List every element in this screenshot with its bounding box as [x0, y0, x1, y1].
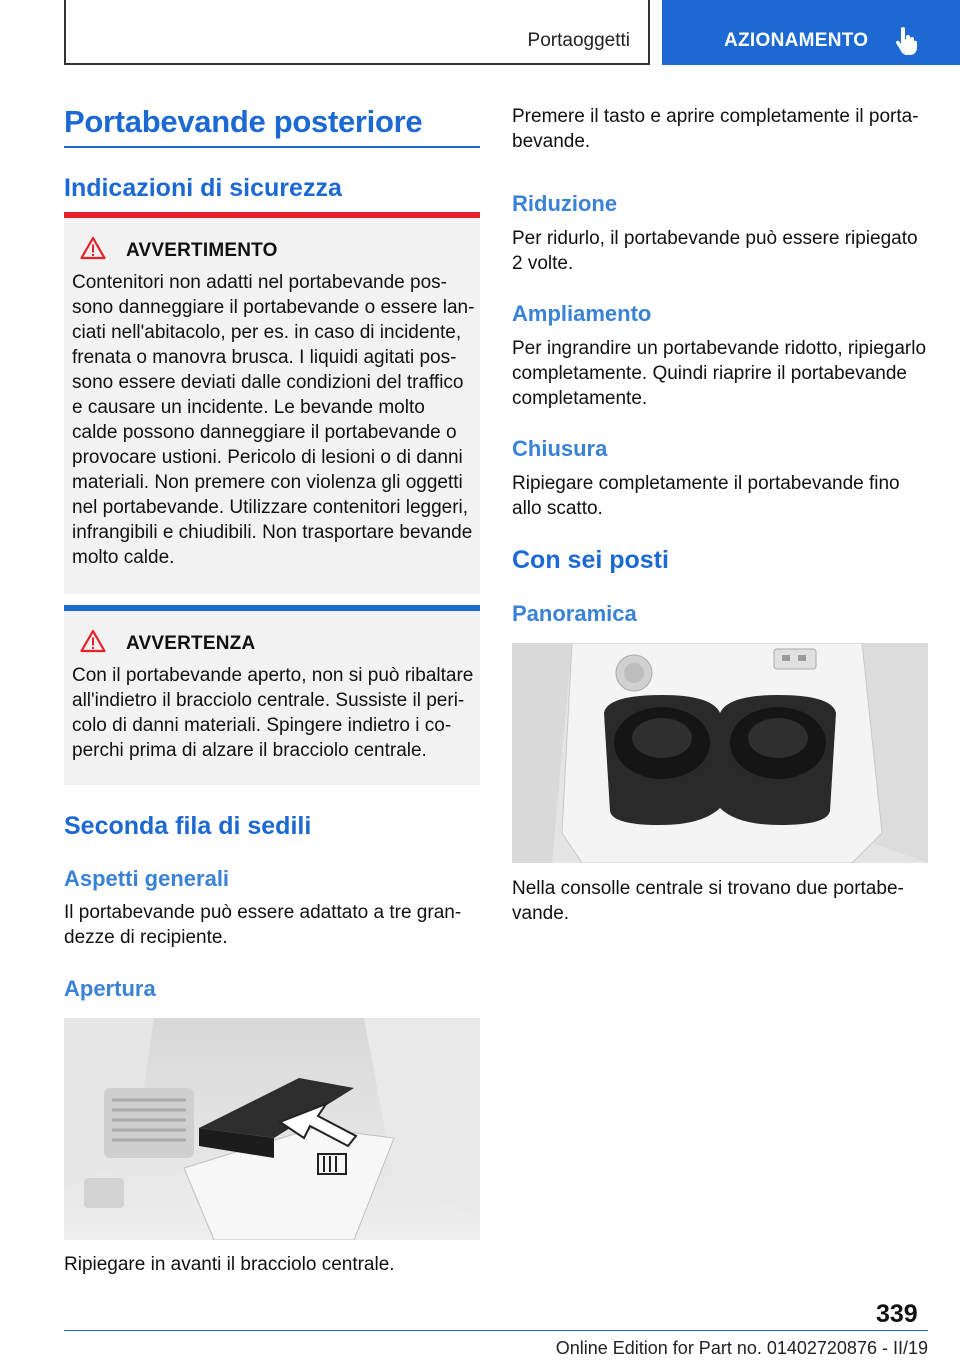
reduction-heading: Riduzione	[512, 191, 618, 216]
warning-line: frenata o manovra brusca. I liquidi agitati pos-	[72, 347, 457, 368]
closing-heading: Chiusura	[512, 436, 608, 461]
notice-bar	[64, 605, 480, 611]
reduction-paragraph	[512, 226, 928, 276]
opening-heading: Apertura	[64, 976, 156, 1001]
text-line: 2 volte.	[512, 253, 574, 274]
hand-pointer-icon	[894, 27, 918, 55]
notice-line: all'indietro il bracciolo centrale. Sussiste il peri-	[72, 690, 465, 711]
overview-caption	[512, 876, 928, 926]
notice-box	[64, 605, 480, 785]
warning-line: infrangibili e chiudibili. Non trasportare bevande	[72, 522, 473, 543]
warning-line: sono essere deviati dalle condizioni del traffico	[72, 372, 464, 393]
page-number: 339	[876, 1300, 918, 1328]
text-line: Per ingrandire un portabevande ridotto, ripiegarlo	[512, 338, 927, 359]
text-line: Premere il tasto e aprire completamente il porta-	[512, 106, 919, 127]
notice-line: Con il portabevande aperto, non si può ribaltare	[72, 665, 474, 686]
safety-heading: Indicazioni di sicurezza	[64, 174, 342, 202]
notice-title: AVVERTENZA	[126, 633, 256, 654]
second-row-heading: Seconda fila di sedili	[64, 812, 312, 840]
overview-heading: Panoramica	[512, 601, 637, 626]
warning-triangle-icon	[80, 236, 106, 260]
warning-line: ciati nell'abitacolo, per es. in caso di incidente,	[72, 322, 462, 343]
notice-line: perchi prima di alzare il bracciolo centrale.	[72, 740, 427, 761]
closing-paragraph	[512, 471, 928, 521]
warning-line: molto calde.	[72, 547, 175, 568]
warning-line: sono danneggiare il portabevande o essere lan-	[72, 297, 475, 318]
text-line: Per ridurlo, il portabevande può essere ripiegato	[512, 228, 918, 249]
footer-rule	[64, 1330, 928, 1331]
header-section: Portaoggetti	[527, 30, 630, 51]
expansion-heading: Ampliamento	[512, 301, 652, 326]
cupholder-illustration	[512, 643, 928, 863]
text-line: Ripiegare completamente il portabevande fino	[512, 473, 900, 494]
six-seats-heading: Con sei posti	[512, 546, 669, 574]
expansion-paragraph	[512, 336, 942, 411]
warning-line: materiali. Non premere con violenza gli oggetti	[72, 472, 463, 493]
intro-paragraph	[512, 104, 928, 154]
warning-line: e causare un incidente. Le bevande molto	[72, 397, 425, 418]
header-chapter-tab	[662, 0, 960, 65]
warning-title: AVVERTIMENTO	[126, 240, 278, 261]
warning-text	[72, 270, 478, 570]
notice-text	[72, 663, 478, 763]
header-chapter: AZIONAMENTO	[724, 30, 869, 51]
warning-line: nel portabevande. Utilizzare contenitori leggeri,	[72, 497, 469, 518]
text-line: Il portabevande può essere adattato a tre gran-	[64, 902, 462, 923]
warning-line: calde possono danneggiare il portabevande o	[72, 422, 457, 443]
warning-line: Contenitori non adatti nel portabevande pos-	[72, 272, 447, 293]
text-line: dezze di recipiente.	[64, 927, 228, 948]
title-rule	[64, 146, 480, 148]
warning-triangle-icon	[80, 629, 106, 653]
text-line: vande.	[512, 903, 570, 924]
general-paragraph	[64, 900, 480, 950]
warning-line: provocare ustioni. Pericolo di lesioni o di danni	[72, 447, 463, 468]
footer-edition: Online Edition for Part no. 01402720876 - II/19	[555, 1338, 928, 1358]
text-line: completamente.	[512, 388, 648, 409]
text-line: completamente. Quindi riaprire il portabevande	[512, 363, 907, 384]
page-title: Portabevande posteriore	[64, 104, 423, 139]
notice-line: colo di danni materiali. Spingere indietro i co-	[72, 715, 452, 736]
opening-caption: Ripiegare in avanti il bracciolo centrale.	[64, 1254, 395, 1275]
text-line: Nella consolle centrale si trovano due portabe-	[512, 878, 904, 899]
armrest-illustration	[64, 1018, 480, 1240]
text-line: bevande.	[512, 131, 591, 152]
general-heading: Aspetti generali	[64, 866, 230, 891]
text-line: allo scatto.	[512, 498, 603, 519]
header-box	[64, 0, 650, 65]
warning-box	[64, 212, 480, 594]
warning-bar	[64, 212, 480, 218]
